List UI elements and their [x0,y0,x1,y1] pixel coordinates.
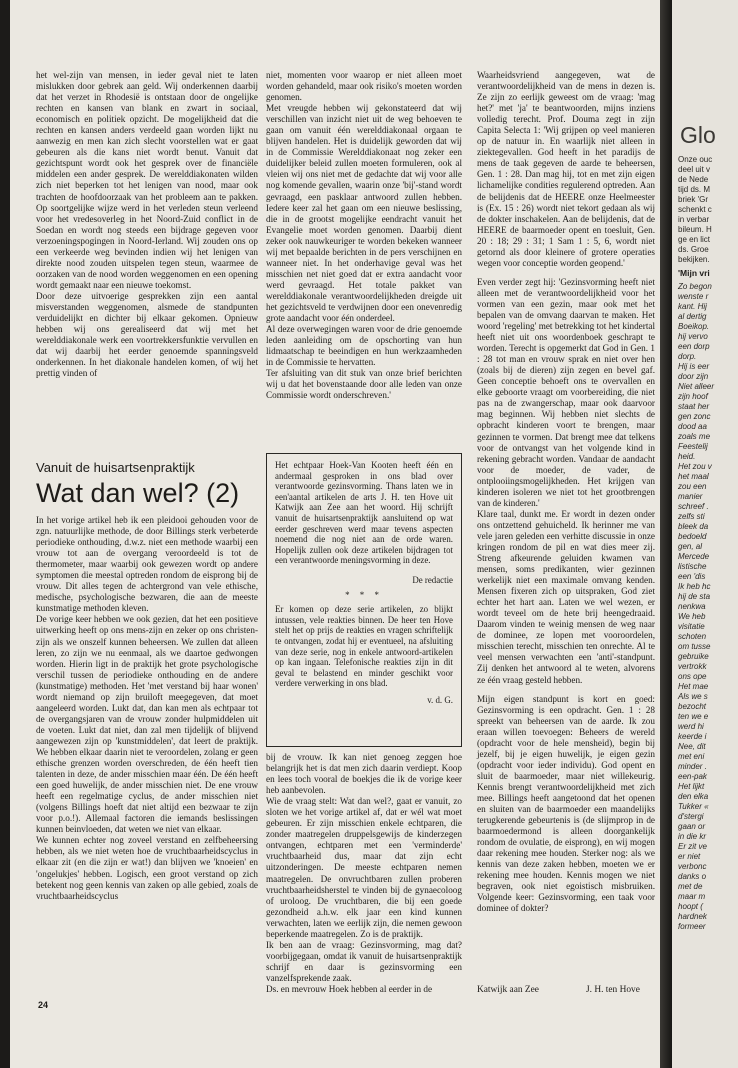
text-line: met de [678,882,703,891]
article-top-col2 [266,70,462,401]
paragraph: Door deze uitvoerige gesprekken zijn een aantal misverstanden weggenomen, alsmede de standpunten verduidelijkt en dichter bij elkaar gekomen. Opnieuw hebben wij ons gerealiseerd dat wij met het werelddiakonale werk een voortrekkersfunktie vervullen en dat wij daarbij het eerder genoemde spanningsveld onderkennen. In het diakonale handelen komen, of wij het prettig vinden of [36,290,258,379]
section-kicker: Vanuit de huisartsenpraktijk [36,460,195,475]
text-line: manier [678,492,703,501]
text-line: Zo begon [678,282,712,291]
text-line: Er zit ve [678,842,707,851]
text-line: werd hi [678,722,704,731]
text-line: Het lijkt [678,782,705,791]
text-line: al dertig [678,312,707,321]
text-line: de Nede [678,175,709,184]
text-line: gaan or [678,822,706,831]
signoff-author: J. H. ten Hove [586,985,640,995]
paragraph: Met vreugde hebben wij gekonstateerd dat wij verschillen van inzicht niet uit de weg behoeven te gaan om vanuit één werelddiakonaal orgaan te blijven handelen. Het is duidelijk geworden dat wij in de Commissie Werelddiakonaat nog zeker een duidelijker beleid zullen moeten formuleren, ook al vleien wij ons niet met de gedachte dat wij voor alle nog komende gevallen, waarin onze 'bij'-stand wordt gevraagd, een pasklaar antwoord zullen hebben. Iedere keer zal het gaan om een nieuwe beslissing, die in de grootst mogelijke eendracht vanuit het Evangelie moet worden genomen. Daarbij dient zeker ook nauwkeuriger te worden bekeken wanneer wij met bepaalde berichten in de pers verschijnen en wanneer niet. In het onderhavige geval was het misschien net niet goed dat er extra aandacht voor werd gevraagd. Het totale pakket van werelddiakonale verantwoordelijkheden dreigde uit het gezichtsveld te verdwijnen door een onevenredig grote aandacht voor één onderdeel. [266,103,462,324]
text-line: Tukker « [678,802,709,811]
text-line: om tusse [678,642,711,651]
text-line: schreef . [678,502,709,511]
text-line: Boeikop. [678,322,710,331]
text-line: zelfs sti [678,512,705,521]
text-line: Feestelij [678,442,708,451]
text-line: bedoeld [678,532,707,541]
text-line: deel uit v [678,165,711,174]
text-line: Het mae [678,682,709,691]
paragraph: Even verder zegt hij: 'Gezinsvorming heeft niet alleen met de verantwoordelijkheid voor het vormen van een gezin, maar ook met het bepalen van de omvang daarvan te maken. Het woord 'regeling' met betrekking tot het kindertal heeft niet uit ons woordenboek geschrapt te worden. Terecht is opgemerkt dat God in Gen. 1 : 28 tot man en vrouw sprak en niet over hen (zoals bij de dieren) zijn zegen en bevel gaf. Geen conceptie behoeft ons te overvallen en elke geboorte vraagt om voorbereiding, die niet pas na de zwangerschap, maar ook daarvoor mag beginnen. Wij hebben niet slechts de opbracht kinderen voort te brengen, maar gezinnen te vormen. Dat brengt mee dat telkens voor de ontvangst van het volgende kind in rekening gebracht worden. Vandaar de aandacht voor de moeder, de vader, de ontplooiingsmogelijkheden. Het krijgen van kinderen isoleren we niet tot het grootbrengen van de kinderen.' [477,276,655,508]
text-line: formeer [678,922,706,931]
text-line: We heb [678,612,706,621]
signoff-place: Katwijk aan Zee [477,985,539,995]
right-magazine-page [672,0,738,1068]
text-line: listische [678,562,707,571]
text-line: bezocht [678,702,707,711]
text-line: bekijken. [678,255,710,264]
page-number: 24 [38,1000,49,1010]
text-line: tijd ds. M [678,185,711,194]
right-page-italic-text [678,282,714,932]
text-line: zijn hoof [678,392,708,401]
editorial-note-box [266,453,462,747]
text-line: hij de sta [678,592,711,601]
text-line: Niet alleer [678,382,715,391]
text-line: met eni [678,752,705,761]
text-line: schoten [678,632,707,641]
article-col2 [266,752,462,995]
text-line: zoals me [678,432,711,441]
text-line: Hij is eer [678,362,710,371]
text-line: vertrokk [678,662,707,671]
text-line: Ik heb hc [678,582,711,591]
box-redactie: De redactie [412,574,453,585]
text-line: in verbar [678,215,710,224]
text-line: Nee, dit [678,742,706,751]
paragraph: Ik ben aan de vraag: Gezinsvorming, mag dat? voorbijgegaan, omdat ik vanuit de huisartsenpraktijk schrijf en daar is gezinsvorming een vanzelfsprekende zaak. [266,939,462,983]
text-line: Het zou v [678,462,712,471]
article-top-col1 [36,70,258,379]
paragraph: Al deze overwegingen waren voor de drie genoemde leden aanleiding om de opschorting van hun lidmaatschap te beeindigen en hun werkzaamheden in de Commissie te hervatten. [266,324,462,368]
paragraph: De vorige keer hebben we ook gezien, dat het een positieve uitwerking heeft op ons mens-zijn en zeker op ons christen-zijn als we onszelf kunnen beheersen. We zullen dat alleen leren, zo zijn we nu eenmaal, als we daartoe gedwongen worden. Hierin ligt in de praktijk het grote psychologische verschil tussen de periodieke onthouding en de andere (kunstmatige) methoden. Het 'met verstand bij haar wonen' wordt niemand op zijn bruiloft meegegeven, dat moet aangeleerd worden. Lukt dat, dan kan men als echtpaar tot de overgangsjaren van de vrouw zonder hulpmiddelen uit de voeten. Lukt dat niet, dan zal men tijdelijk of blijvend aangewezen zijn op 'kunstmiddelen', dat leert de praktijk. We hebben elkaar daarin niet te veroordelen, zolang er geen ethische grenzen worden overschreden, de één heeft tien talenten in deze, de ander misschien maar één. De één heeft een goed huwelijk, de ander misschien niet. De ene vrouw heeft een regelmatige cyclus, de ander misschien niet (volgens Billings hoeft dat niet altijd een bezwaar te zijn voor p.o.!). Allemaal factoren die iemands beslissingen kunnen beinvloeden, dat weten we niet van elkaar. [36,614,258,835]
text-line: een dorp [678,342,710,351]
text-line: hardnek [678,912,707,921]
paragraph: In het vorige artikel heb ik een pleidooi gehouden voor de zgn. natuurlijke methode, de door Billings sterk verbeterde periodieke onthouding, d.w.z. niet een methode waarbij een vrouw tot aan de overgang veroordeeld is tot de thermometer, maar waarbij ook gewezen wordt op andere symptomen die meestal optreden rondom de eisprong bij de vrouw. Dit alles tegen de achtergrond van vele ethische, medische, psychologische bezwaren, die aan de meeste kunstmatige methoden kleven. [36,515,258,614]
paragraph: Wie de vraag stelt: Wat dan wel?, gaat er vanuit, zo sloten we het vorige artikel af, dat er wél wat moet gebeuren. Er zijn misschien enkele echtparen, die zonder maatregelen druppelsgewijs de kinderzegen ontvangen, echtparen met een 'verminderde' vruchtbaarheid dus, maar dat zijn echt uitzonderingen. De meeste echtparen nemen maatregelen. De onvruchtbaren zullen proberen vruchtbaarheidsherstel te vinden bij de gynaecoloog of uroloog. De vruchtbaren, die bij een goede gezondheid a.h.w. elk jaar een kind kunnen verwachten, laten we eerlijk zijn, die nemen gewoon beperkende maatregelen. Zo is de praktijk. [266,796,462,939]
text-line: in die kr [678,832,707,841]
right-page-intro [678,155,712,265]
text-line: verbonc [678,862,707,871]
text-line: maar m [678,892,706,901]
text-line: heid. [678,452,696,461]
box-signature: v. d. G. [427,694,453,705]
text-line: er niet [678,852,701,861]
paragraph: We kunnen echter nog zoveel verstand en zelfbeheersing hebben, als we niet weten hoe de vruchtbaarheidscyclus in elkaar zit (en die zijn er wat!) dan blijven we 'knoeien' en 'ongelukjes' hebben. Logisch, een groot verstand op zich betekent nog geen kennis van zaken op alle gebied, zoals de vruchtbaarheidscyclus [36,835,258,901]
text-line: schenkt c [678,205,712,214]
text-line: visitatie [678,622,705,631]
paragraph: niet, momenten voor waarop er niet alleen moet worden gehandeld, maar ook risiko's moeten worden genomen. [266,70,462,103]
text-line: bleek da [678,522,709,531]
text-line: hij vervo [678,332,708,341]
book-gutter [660,0,672,1068]
text-line: zou een [678,482,707,491]
text-line: Onze ouc [678,155,713,164]
text-line: gen zonc [678,412,711,421]
text-line: gen, al [678,542,703,551]
text-line: keerde i [678,732,707,741]
article-col1 [36,515,258,902]
text-line: een 'dis [678,572,706,581]
text-line: ge en lict [678,235,711,244]
text-line: staat her [678,402,710,411]
text-line: ten we e [678,712,709,721]
text-line: briek 'Gr [678,195,708,204]
box-stars: * * * [345,589,383,600]
text-line: door zijn [678,372,709,381]
box-note: Er komen op deze serie artikelen, zo blijkt intussen, vele reakties binnen. De heer ten Hove stelt het op prijs de reakties en vragen schriftelijk te ontvangen, zodat hij er eventueel, na afsluiting van deze serie, nog in enkele antwoord-artikelen op kan ingaan. Telefonische reakties zijn in dit geval te belastend en minder geschikt voor verdere verwerking in ons blad. [275,604,453,689]
right-page-title: Glo [680,122,716,148]
text-line: hoopt ( [678,902,703,911]
article-col3 [477,70,655,915]
paragraph: Mijn eigen standpunt is kort en goed: Gezinsvorming is een opdracht. Gen. 1 : 28 spreekt van beheersen van de aarde. Ik zou eraan willen toevoegen: Beheers de wereld (opdracht voor de hele mensheid), begin bij jezelf, bij je eigen huwelijk, je eigen gezin (opdracht voor ieder individu). God opent en sluit de baarmoeder, maar niet willekeurig. Kennis brengt verantwoordelijkheid met zich mee. Billings heeft aangetoond dat het openen en sluiten van de baarmoeder een maandelijks terugkerende gebeurtenis is (de slijmprop in de baarmoedermond is alleen doorgankelijk rondom de ovulatie, de eisprong), en wij mogen daar rekening mee houden. Sterker nog: als we kennis van deze zaken hebben, moeten we er rekening mee houden. Kennis mogen we niet begraven, ook niet egoistisch misbruiken. Volgende keer: Gezinsvorming, een taak voor dominee of dokter? [477,693,655,914]
right-page-subhead: 'Mijn vri [678,268,710,278]
paragraph: het wel-zijn van mensen, in ieder geval niet te laten mislukken door gebrek aan geld. Wij onderkennen daarbij dat het verzet in Rhodesië is ontstaan door de ongelijke rechten en kansen van blank en zwart in sociaal, economisch en politiek opzicht. De mogelijkheid dat die rechten en kansen anders verdeeld gaan worden lijkt nu aanwezig en men kan zich slecht voorstellen wat er gaat gebeuren als die kans niet wordt benut. Vanuit dat gezichtspunt wordt ook het gesprek over de financiële middelen een ander gesprek. De werelddiakonaten wilden zich niet beperken tot het lenigen van nood, maar ook trachten de hoofdoorzaak van het probleem aan te pakken. Op soortgelijke wijze werd in het verleden steun verleend voor het vredesoverleg in het Noord-Zuid conflict in de Soedan en wordt nog steeds een bijdrage gegeven voor verzoeningspogingen in Noord-Ierland. Wij zouden ons op een verkeerde weg bevinden indien wij het lenigen van direkte nood zouden uitspelen tegen steun, waarmee de oorzaken van de nood worden weggenomen en een opening wordt gemaakt naar een nieuwe toekomst. [36,70,258,290]
text-line: Als we s [678,692,708,701]
text-line: gebruike [678,652,709,661]
text-line: Mercede [678,552,710,561]
text-line: den elka [678,792,709,801]
box-intro: Het echtpaar Hoek-Van Kooten heeft één en andermaal gesproken in ons blad over verantwoorde gezinsvorming. Thans laten we in een'aantal artikelen de arts J. H. ten Hove uit Katwijk aan Zee aan het woord. Hij schrijft vanuit de huisartsenpraktijk aansluitend op wat eerder geschreven werd maar tevens aspecten noemend die nog niet aan de orde waren. Hopelijk zullen ook deze artikelen bijdragen tot een verantwoorde meningsvorming in deze. [275,460,453,566]
text-line: d'stergi [678,812,704,821]
text-line: ons ope [678,672,707,681]
article-headline: Wat dan wel? (2) [36,478,240,508]
text-line: dood aa [678,422,707,431]
text-line: minder . [678,762,707,771]
paragraph: Ter afsluiting van dit stuk van onze brief berichten wij u dat het bovenstaande door alle leden van onze Commissie wordt onderschreven.' [266,368,462,401]
text-line: danks o [678,872,707,881]
text-line: kant. Hij [678,302,707,311]
text-line: ds. Groe [678,245,709,254]
text-line: wenste r [678,292,709,301]
text-line: het maal [678,472,709,481]
paragraph: Klare taal, dunkt me. Er wordt in dezen onder ons ontzettend gehuicheld. Ik herinner me van vele jaren geleden een verhitte discussie in onze kringen rondom de pil en wat dies meer zij. Streng afkeurende geluiden kwamen van mensen, soms predikanten, wier gezinnen werkelijk niet een maximale omvang kenden. Mensen fixeren zich op uitspraken, God ziet echter het hart aan. Laten we wel wezen, er wordt teveel om de hete brij heengedraaid. Daarom vinden te weinig mensen de weg naar de dominee, ze lopen met vooroordelen, misschien terecht, misschien ten onrechte. Al te veel mensen verwachten een 'anti'-standpunt. Zij denken het antwoord al te weten, alvorens ze één vraag gesteld hebben. [477,508,655,685]
text-line: bileum. H [678,225,712,234]
text-line: nenkwa [678,602,706,611]
paragraph: bij de vrouw. Ik kan niet genoeg zeggen hoe belangrijk het is dat men zich daarin verdiept. Koop en lees toch vooral de boekjes die ik de vorige keer heb aanbevolen. [266,752,462,796]
left-magazine-page [10,0,670,1068]
text-line: dorp. [678,352,697,361]
paragraph: Waarheidsvriend aangegeven, wat de verantwoordelijkheid van de mens in dezen is. Ze zijn zo eerlijk geweest om de vraag: 'mag het?' met 'ja' te beantwoorden, mijns inziens volledig terecht. Prof. Douma zegt in zijn Capita Selecta 1: 'Wij grijpen op veel manieren op de natuur in. En waarlijk niet alleen in ziektegevallen. God heeft in het paradijs de mens de taak gegeven de aarde te beheersen, Gen. 1 : 28. Dan mag hij, tot en met zijn eigen lichamelijke condities regulerend optreden. Aan de belijdenis dat de HEERE onze Heelmeester is (Ex. 15 : 26) wordt niet tekort gedaan als wij de dokter inschakelen. Aan de belijdenis, dat de HEERE de baarmoeder opent en toesluit, Gen. 20 : 18; 29 : 31; 1 Sam 1 : 5, 6, wordt niet getornd als door kleinere of grotere operaties wegen voor conceptie worden geopend.' [477,70,655,268]
text-line: een-pak [678,772,707,781]
paragraph: Ds. en mevrouw Hoek hebben al eerder in de [266,983,433,994]
